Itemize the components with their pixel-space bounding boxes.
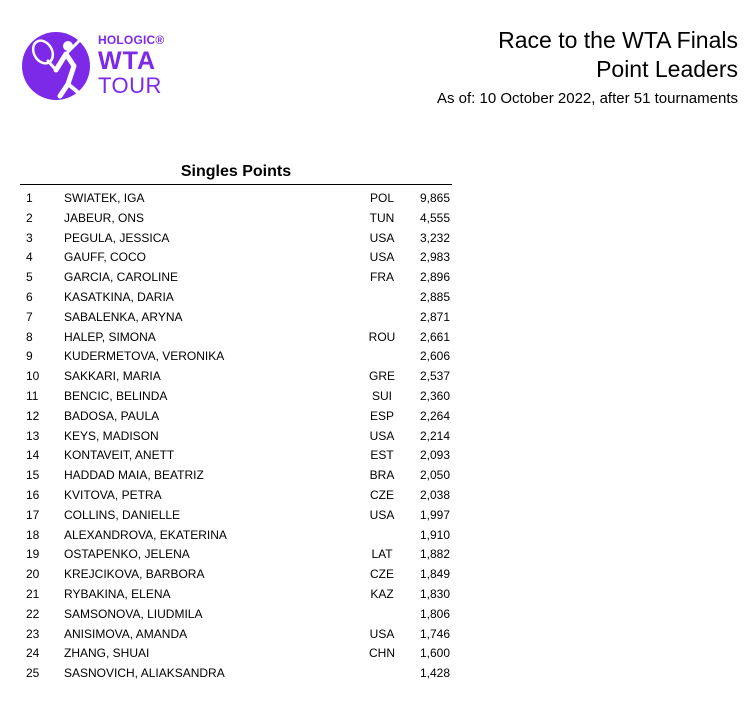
points-cell: 1,830 xyxy=(419,586,450,601)
rank-cell: 23 xyxy=(26,626,40,641)
country-cell: USA xyxy=(369,626,395,641)
points-cell: 2,050 xyxy=(419,468,450,483)
country-cell: FRA xyxy=(370,270,394,285)
player-name-cell: ALEXANDROVA, EKATERINA xyxy=(64,527,227,542)
table-row xyxy=(20,189,452,209)
points-cell: 1,849 xyxy=(419,567,450,582)
rank-cell: 22 xyxy=(26,606,40,621)
player-name-cell: SAKKARI, MARIA xyxy=(64,369,161,384)
player-name-cell: SAMSONOVA, LIUDMILA xyxy=(64,606,203,621)
points-cell: 2,871 xyxy=(419,309,450,324)
rank-cell: 16 xyxy=(26,487,40,502)
country-cell: CZE xyxy=(370,567,394,582)
wta-logo xyxy=(20,24,170,104)
document-header xyxy=(437,26,738,107)
rank-cell: 14 xyxy=(26,448,40,463)
country-cell: USA xyxy=(369,230,395,245)
table-row xyxy=(20,585,452,605)
points-cell: 2,214 xyxy=(419,428,450,443)
as-of-date: As of: 10 October 2022, after 51 tournaments xyxy=(436,90,738,107)
table-row xyxy=(20,308,452,328)
table-row xyxy=(20,565,452,585)
table-row xyxy=(20,288,452,308)
rank-cell: 20 xyxy=(26,567,40,582)
table-title: Singles Points xyxy=(20,162,452,185)
points-cell: 2,983 xyxy=(419,250,450,265)
table-row xyxy=(20,545,452,565)
points-cell: 1,997 xyxy=(419,507,450,522)
player-name-cell: ZHANG, SHUAI xyxy=(64,646,150,661)
points-cell: 2,093 xyxy=(419,448,450,463)
country-cell: ESP xyxy=(369,408,394,423)
points-cell: 2,264 xyxy=(419,408,450,423)
player-name-cell: OSTAPENKO, JELENA xyxy=(64,547,190,562)
table-row xyxy=(20,407,452,427)
table-row xyxy=(20,526,452,546)
points-cell: 9,865 xyxy=(419,191,450,205)
rank-cell: 24 xyxy=(26,646,40,661)
player-name-cell: GAUFF, COCO xyxy=(64,250,147,265)
rank-cell: 2 xyxy=(26,210,33,225)
points-cell: 2,537 xyxy=(419,369,450,384)
table-row xyxy=(20,427,452,447)
rank-cell: 1 xyxy=(26,191,33,205)
points-cell: 4,555 xyxy=(419,210,450,225)
country-cell: CZE xyxy=(370,487,394,502)
table-row xyxy=(20,229,452,249)
rank-cell: 15 xyxy=(26,468,40,483)
country-cell: USA xyxy=(369,428,395,443)
country-cell: KAZ xyxy=(370,586,394,601)
player-name-cell: HALEP, SIMONA xyxy=(64,329,156,344)
country-cell: LAT xyxy=(371,547,393,562)
table-row xyxy=(20,506,452,526)
player-name-cell: KONTAVEIT, ANETT xyxy=(64,448,175,463)
table-row xyxy=(20,446,452,466)
rank-cell: 5 xyxy=(26,270,33,285)
rank-cell: 6 xyxy=(26,289,33,304)
country-cell: ROU xyxy=(368,329,396,344)
points-cell: 1,746 xyxy=(419,626,450,641)
table-row xyxy=(20,209,452,229)
rank-cell: 12 xyxy=(26,408,40,423)
player-name-cell: PEGULA, JESSICA xyxy=(64,230,170,245)
player-name-cell: SABALENKA, ARYNA xyxy=(64,309,183,324)
points-cell: 3,232 xyxy=(419,230,450,245)
points-cell: 1,600 xyxy=(419,646,450,661)
table-row xyxy=(20,486,452,506)
player-name-cell: SWIATEK, IGA xyxy=(64,191,145,205)
table-row xyxy=(20,466,452,486)
player-name-cell: JABEUR, ONS xyxy=(64,210,145,225)
rank-cell: 4 xyxy=(26,250,33,265)
points-cell: 2,606 xyxy=(419,349,450,364)
points-cell: 1,882 xyxy=(419,547,450,562)
points-cell: 1,910 xyxy=(419,527,450,542)
table-row xyxy=(20,347,452,367)
rank-cell: 25 xyxy=(26,666,40,681)
rank-cell: 11 xyxy=(26,388,39,403)
table-row xyxy=(20,605,452,625)
country-cell: POL xyxy=(369,191,394,205)
logo-sponsor: HOLOGIC® xyxy=(98,33,165,47)
points-cell: 2,661 xyxy=(419,329,450,344)
logo-wta: WTA xyxy=(98,47,157,75)
table-row xyxy=(20,248,452,268)
player-name-cell: GARCIA, CAROLINE xyxy=(64,270,179,285)
points-cell: 2,896 xyxy=(419,270,450,285)
country-cell: USA xyxy=(369,507,395,522)
rank-cell: 9 xyxy=(26,349,33,364)
country-cell: CHN xyxy=(369,646,395,661)
points-cell: 2,360 xyxy=(419,388,450,403)
points-cell: 2,885 xyxy=(419,289,450,304)
player-name-cell: KVITOVA, PETRA xyxy=(64,487,162,502)
country-cell: SUI xyxy=(371,388,392,403)
rank-cell: 18 xyxy=(26,527,40,542)
player-name-cell: ANISIMOVA, AMANDA xyxy=(64,626,188,641)
player-name-cell: COLLINS, DANIELLE xyxy=(64,507,181,522)
country-cell: TUN xyxy=(369,210,395,225)
player-name-cell: KEYS, MADISON xyxy=(64,428,159,443)
page-title-line2: Point Leaders xyxy=(596,56,738,82)
rank-cell: 19 xyxy=(26,547,40,562)
table-body xyxy=(20,189,452,684)
player-name-cell: RYBAKINA, ELENA xyxy=(64,586,171,601)
table-row xyxy=(20,328,452,348)
points-cell: 1,806 xyxy=(419,606,450,621)
rank-cell: 3 xyxy=(26,230,33,245)
rank-cell: 13 xyxy=(26,428,40,443)
singles-points-table xyxy=(20,162,452,684)
country-cell: BRA xyxy=(369,468,395,483)
player-name-cell: HADDAD MAIA, BEATRIZ xyxy=(64,468,204,483)
logo-tour: TOUR xyxy=(98,73,162,98)
player-name-cell: SASNOVICH, ALIAKSANDRA xyxy=(64,666,225,681)
table-row xyxy=(20,644,452,664)
table-row xyxy=(20,664,452,684)
player-silhouette-icon xyxy=(20,26,96,102)
player-name-cell: KREJCIKOVA, BARBORA xyxy=(64,567,205,582)
page-title-line1: Race to the WTA Finals xyxy=(498,27,738,53)
country-cell: GRE xyxy=(368,369,395,384)
rank-cell: 17 xyxy=(26,507,40,522)
rank-cell: 10 xyxy=(26,369,40,384)
points-cell: 2,038 xyxy=(419,487,450,502)
player-name-cell: KASATKINA, DARIA xyxy=(64,289,174,304)
country-cell: USA xyxy=(369,250,395,265)
rank-cell: 8 xyxy=(26,329,33,344)
table-row xyxy=(20,367,452,387)
table-row xyxy=(20,387,452,407)
points-cell: 1,428 xyxy=(419,666,450,681)
country-cell: EST xyxy=(370,448,394,463)
player-name-cell: KUDERMETOVA, VERONIKA xyxy=(64,349,225,364)
player-name-cell: BENCIC, BELINDA xyxy=(64,388,168,403)
rank-cell: 21 xyxy=(26,586,40,601)
table-row xyxy=(20,625,452,645)
logo-text xyxy=(98,34,164,97)
table-row xyxy=(20,268,452,288)
player-name-cell: BADOSA, PAULA xyxy=(64,408,160,423)
rank-cell: 7 xyxy=(26,309,33,324)
